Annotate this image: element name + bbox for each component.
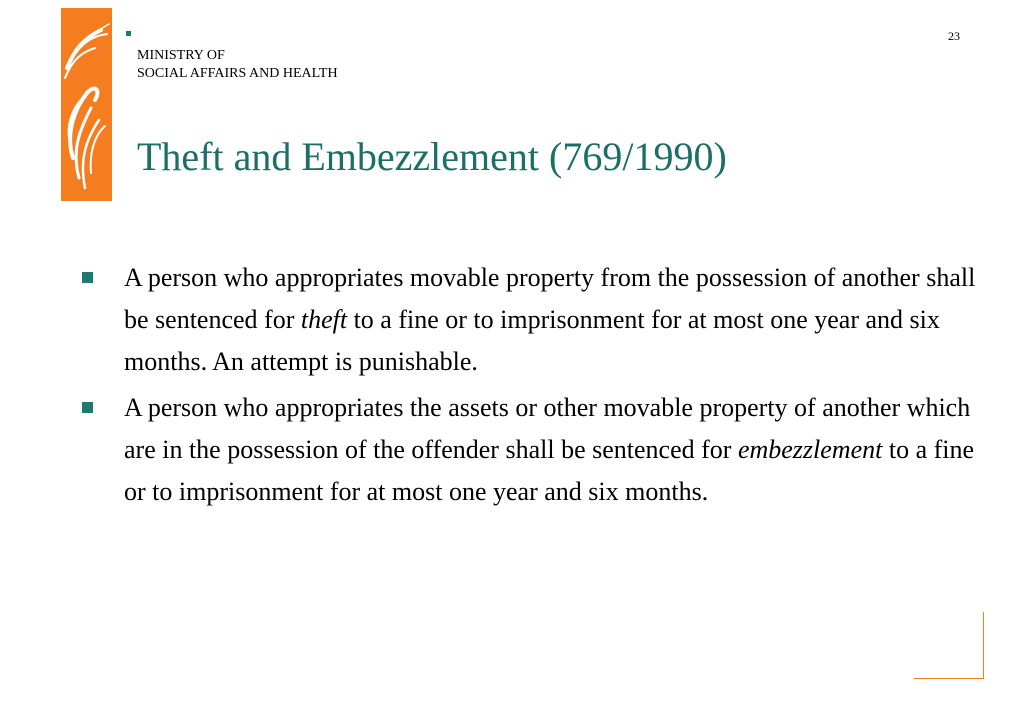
bullet-text-after: to a fine or to imprisonment for at most one year and six months. An attempt is punishable. [124,305,940,376]
bullet-list [78,257,978,517]
bullet-emphasis: embezzlement [737,435,883,464]
square-bullet-icon [82,272,93,283]
ministry-line-2: SOCIAL AFFAIRS AND HEALTH [137,66,338,81]
bullet-item-embezzlement [78,387,978,513]
square-bullet-icon [82,402,93,413]
bullet-text-before: A person who appropriates movable property from the possession of another shall be sentenced for [124,263,976,334]
bullet-item-theft [78,257,978,383]
page-number: 23 [948,29,960,43]
bullet-text-after: to a fine or to imprisonment for at most one year and six months. [124,435,975,506]
bullet-text [124,263,975,376]
small-square-icon [126,31,131,36]
slide-title: Theft and Embezzlement (769/1990) [137,134,727,179]
ministry-logo-icon [61,8,112,201]
bullet-text [124,393,974,506]
bullet-emphasis: theft [300,305,348,334]
ministry-line-1: MINISTRY OF [137,48,225,63]
ministry-name [137,47,338,83]
corner-line-vertical [983,612,984,679]
corner-line-horizontal [914,678,984,679]
bullet-text-before: A person who appropriates the assets or other movable property of another which are in the possession of the offender shall be sentenced for [124,393,971,464]
